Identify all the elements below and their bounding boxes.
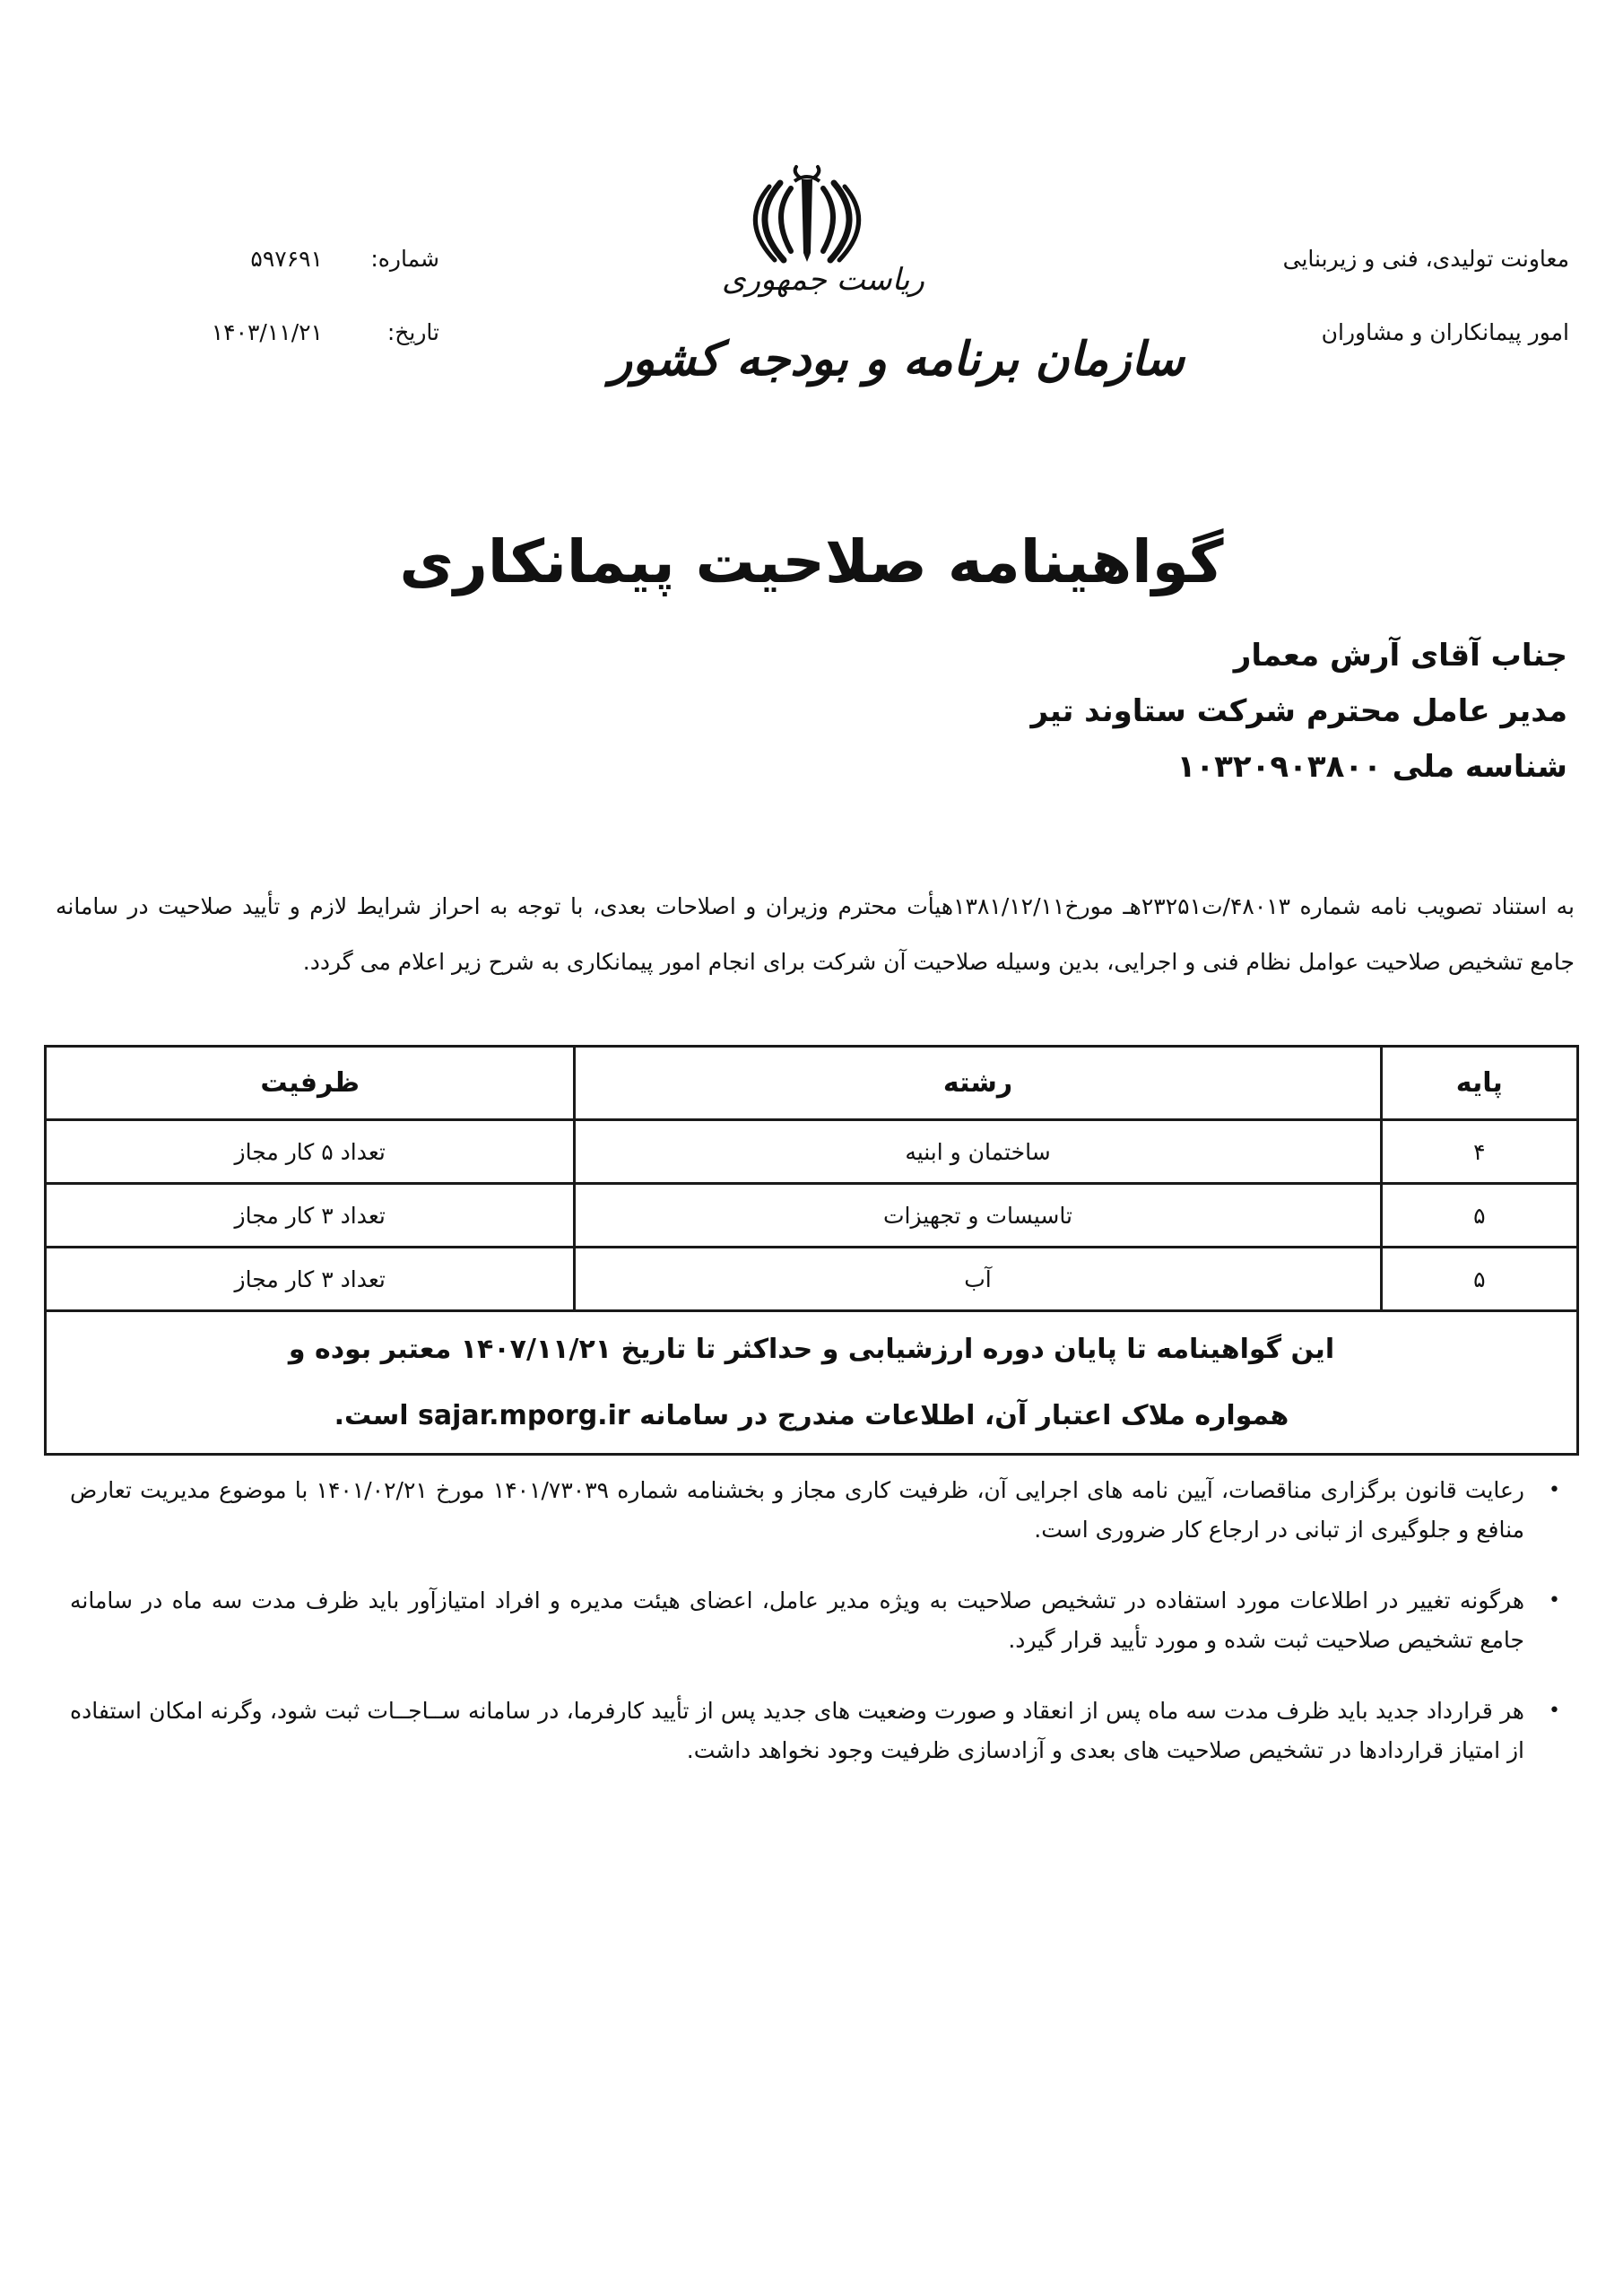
note-text: هر قرارداد جدید باید ظرف مدت سه ماه پس از انعقاد و صورت وضعیت های جدید پس از تأیید کارفرما، در سامانه ســاجــات ثبت شود، وگرنه امکان استفاده از امتیاز قراردادها در تشخیص صلاحیت های بعدی و آزادسازی ظرفیت وجود نخواهد داشت. [70,1698,1524,1763]
logo-presidency-text: ریاست جمهوری [722,262,924,298]
organization-logo [592,161,1185,413]
letter-meta [170,222,439,370]
cell-field: آب [575,1248,1381,1311]
org-deputy-line: معاونت تولیدی، فنی و زیربنایی [1282,246,1569,272]
note-text: رعایت قانون برگزاری مناقصات، آیین نامه های اجرایی آن، ظرفیت کاری مجاز و بخشنامه شماره ۱۴۰۱/۷۳۰۳۹ مورخ ۱۴۰۱/۰۲/۲۱ با موضوع مدیریت تعارض منافع و جلوگیری از تبانی در ارجاع کار ضروری است. [70,1477,1525,1543]
validity-note-line2: همواره ملاک اعتبار آن، اطلاعات مندرج در سامانه sajar.mporg.ir است. [334,1399,1289,1431]
header-base: پایه [1381,1047,1577,1120]
bullet-icon: • [1549,1589,1560,1612]
table-row [46,1248,1578,1311]
list-item [70,1692,1567,1770]
intro-paragraph: به استناد تصویب نامه شماره ۴۸۰۱۳/ت۲۳۲۵۱هـ مورخ۱۳۸۱/۱۲/۱۱هیأت محترم وزیران و اصلاحات بعدی، با توجه به احراز شرایط لازم و تأیید صلاحیت در سامانه جامع تشخیص صلاحیت عوامل نظام فنی و اجرایی، بدین وسیله صلاحیت آن شرکت برای انجام امور پیمانکاری به شرح زیر اعلام می گردد. [56,893,1575,975]
table-header-row [46,1047,1578,1120]
validity-note-row [46,1311,1578,1455]
bullet-icon: • [1549,1700,1560,1722]
letter-date-label: تاریخ: [386,319,439,345]
letter-number-row [170,222,439,296]
addressee-position: مدیر عامل محترم شرکت ستاوند تیر [1030,693,1567,729]
cell-base: ۴ [1381,1120,1577,1184]
cell-field: تاسیسات و تجهیزات [575,1184,1381,1248]
cell-base: ۵ [1381,1184,1577,1248]
cell-base: ۵ [1381,1248,1577,1311]
national-id: شناسه ملی ۱۰۳۲۰۹۰۳۸۰۰ [1176,749,1567,785]
org-department-line: امور پیمانکاران و مشاوران [1321,319,1569,345]
list-item [70,1471,1567,1550]
validity-note [46,1311,1578,1455]
cell-capacity: تعداد ۵ کار مجاز [46,1120,575,1184]
addressee-name: جناب آقای آرش معمار [1233,638,1567,674]
letter-number-label: شماره: [370,246,439,272]
cell-capacity: تعداد ۳ کار مجاز [46,1248,575,1311]
letter-date-row [170,296,439,370]
letter-number-value: ۵۹۷۶۹۱ [250,246,323,272]
addressee-block [1031,628,1567,795]
letter-date-value: ۱۴۰۳/۱۱/۲۱ [211,319,323,345]
validity-note-line1: این گواهینامه تا پایان دوره ارزشیابی و حداکثر تا تاریخ ۱۴۰۷/۱۱/۲۱ معتبر بوده و [288,1333,1335,1365]
note-text: هرگونه تغییر در اطلاعات مورد استفاده در تشخیص صلاحیت به ویژه مدیر عامل، اعضای هیئت مدیره و افراد امتیازآور باید ظرف مدت سه ماه در سامانه جامع تشخیص صلاحیت ثبت شده و مورد تأیید قرار گیرد. [70,1587,1524,1653]
certificate-title: گواهینامه صلاحیت پیمانکاری [399,527,1224,596]
table-row [46,1120,1578,1184]
table-row [46,1184,1578,1248]
iran-emblem-icon [592,161,1022,269]
qualification-table [44,1045,1579,1456]
cell-field: ساختمان و ابنیه [575,1120,1381,1184]
list-item [70,1581,1567,1660]
bullet-icon: • [1549,1479,1560,1501]
header-field: رشته [575,1047,1381,1120]
notes-list [70,1471,1567,1802]
header-capacity: ظرفیت [46,1047,575,1120]
logo-organization-text: سازمان برنامه و بودجه کشور [610,332,1185,387]
cell-capacity: تعداد ۳ کار مجاز [46,1184,575,1248]
